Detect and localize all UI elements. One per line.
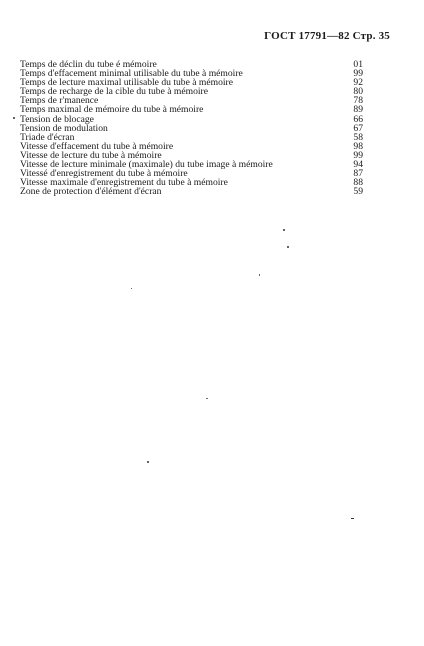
scan-speck — [147, 461, 149, 463]
entry-term: Tension de modulation — [20, 123, 108, 133]
entry-term: Vitessé d'enregistrement du tube à mémoire — [20, 169, 188, 179]
index-entry — [20, 160, 363, 169]
scan-speck — [131, 288, 132, 289]
entry-page: 92 — [353, 77, 363, 89]
entry-term: Temps maximal de mémoire du tube à mémoire — [20, 105, 204, 115]
entry-page: 88 — [353, 177, 363, 189]
entry-page: 89 — [353, 104, 363, 116]
scan-speck — [13, 117, 15, 119]
entry-term: Vitesse de lecture du tube à mémoire — [20, 150, 162, 161]
index-entry — [20, 87, 363, 96]
standard-number: ГОСТ 17791—82 — [264, 30, 350, 42]
entry-page: 87 — [353, 168, 363, 180]
entry-term: Temps d'effacement minimal utilisable du tube à mémoire — [20, 69, 243, 79]
entry-page: 78 — [353, 95, 363, 107]
entry-term: Tension de blocage — [20, 114, 94, 124]
entry-page: 99 — [353, 68, 363, 80]
entry-term: Zone de protection d'élément d'écran — [20, 187, 162, 197]
scan-speck — [351, 518, 354, 519]
index-entry — [20, 142, 363, 151]
entry-term: Temps de r'manence — [20, 96, 99, 106]
index-entry — [20, 60, 363, 69]
page-number: Стр. 35 — [352, 30, 390, 42]
entry-term: Temps de déclin du tube é mémoire — [20, 60, 157, 70]
entry-term: Triade d'écran — [20, 132, 75, 142]
entry-page: 59 — [353, 186, 363, 198]
entry-page: 99 — [353, 149, 363, 161]
entry-term: Vitesse de lecture minimale (maximale) du tube image à mémoire — [20, 160, 273, 170]
entry-page: 98 — [353, 140, 363, 152]
page-header — [264, 30, 390, 42]
scan-speck — [259, 274, 260, 276]
index-entry — [20, 187, 363, 196]
entry-page: 94 — [353, 159, 363, 171]
scan-speck — [287, 246, 289, 248]
scan-speck — [283, 229, 285, 231]
index-entry — [20, 133, 363, 142]
entry-page: 58 — [353, 131, 363, 143]
entry-term: Temps de lecture maximal utilisable du tube à mémoire — [20, 78, 233, 88]
index-entry — [20, 96, 363, 105]
entry-page: 01 — [353, 59, 363, 70]
index-entry — [20, 69, 363, 78]
entry-page: 66 — [353, 113, 363, 125]
index-entry — [20, 169, 363, 178]
entry-page: 67 — [353, 122, 363, 134]
index-entry — [20, 105, 363, 114]
scan-speck — [206, 398, 208, 399]
term-index — [20, 60, 363, 196]
entry-page: 80 — [353, 86, 363, 98]
index-entry — [20, 115, 363, 124]
entry-term: Temps de recharge de la cible du tube à mémoire — [20, 87, 209, 97]
index-entry — [20, 78, 363, 87]
index-entry — [20, 178, 363, 187]
entry-term: Vitesse maximale d'enregistrement du tube à mémoire — [20, 178, 228, 188]
index-entry — [20, 124, 363, 133]
index-entry — [20, 151, 363, 160]
entry-term: Vitesse d'effacement du tube à mémoire — [20, 141, 174, 151]
